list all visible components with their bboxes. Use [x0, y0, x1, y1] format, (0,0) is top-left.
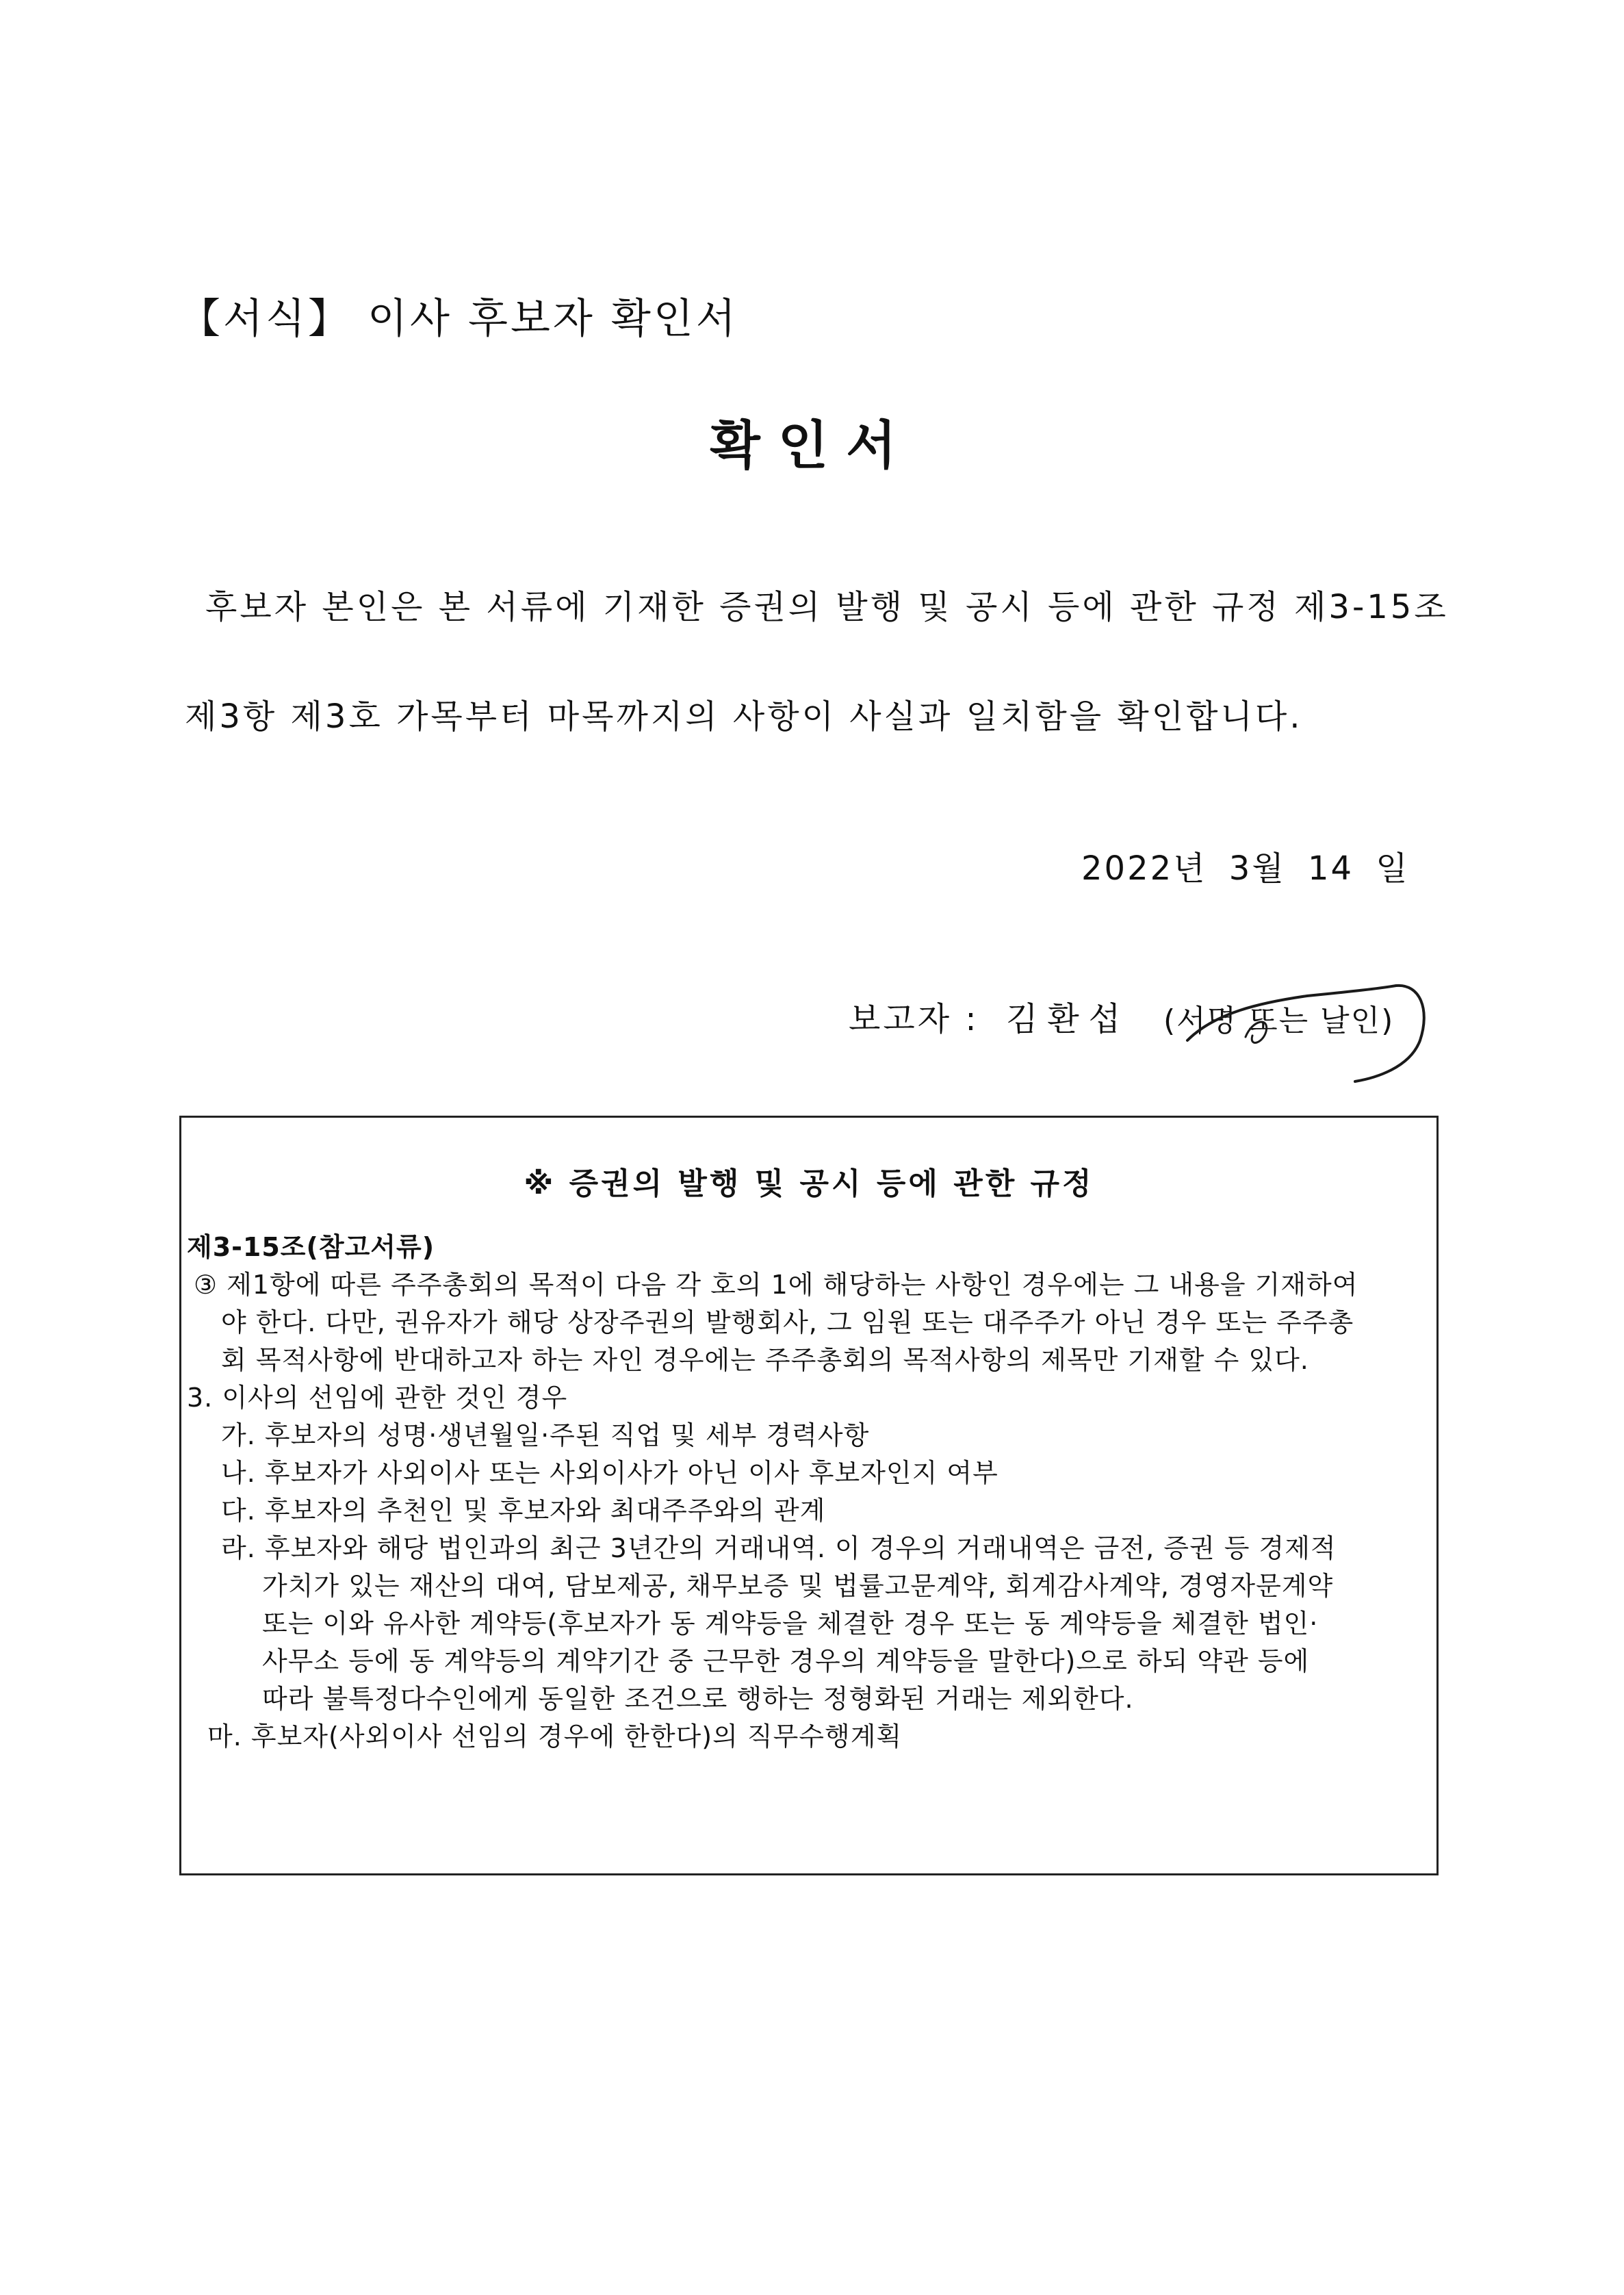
signature-stroke — [1187, 986, 1424, 1081]
regulation-article: 제3-15조(참고서류) — [187, 1232, 435, 1262]
regulation-line: 다. 후보자의 추천인 및 후보자와 최대주주와의 관계 — [221, 1496, 826, 1526]
regulation-box — [179, 1116, 1439, 1875]
document-title: 확인서 — [710, 415, 914, 476]
regulation-line: 라. 후보자와 해당 법인과의 최근 3년간의 거래내역. 이 경우의 거래내역은 금전, 증권 등 경제적 — [221, 1533, 1337, 1563]
regulation-line: 또는 이와 유사한 계약등(후보자가 동 계약등을 체결한 경우 또는 동 계약등을 체결한 법인· — [262, 1608, 1319, 1639]
handwritten-signature — [1150, 955, 1437, 1092]
reporter-name: 김환섭 — [1006, 1000, 1131, 1038]
document-date: 2022년 3월 14 일 — [1081, 849, 1410, 888]
form-label: 【서식】 이사 후보자 확인서 — [179, 295, 738, 343]
statement-line-2: 제3항 제3호 가목부터 마목까지의 사항이 사실과 일치함을 확인합니다. — [185, 697, 1303, 736]
regulation-line: 가치가 있는 재산의 대여, 담보제공, 채무보증 및 법률고문계약, 회계감사계약, 경영자문계약 — [262, 1571, 1334, 1601]
regulation-line: 가. 후보자의 성명·생년월일·주된 직업 및 세부 경력사항 — [221, 1420, 870, 1450]
signature-loop — [1246, 1022, 1267, 1042]
signature-note: (서명 또는 날인) — [1163, 1003, 1395, 1038]
regulation-line: 야 한다. 다만, 권유자가 해당 상장주권의 발행회사, 그 임원 또는 대주주가 아닌 경우 또는 주주총 — [221, 1307, 1354, 1337]
regulation-line: 마. 후보자(사외이사 선임의 경우에 한한다)의 직무수행계획 — [207, 1721, 903, 1752]
regulation-line: 3. 이사의 선임에 관한 것인 경우 — [187, 1383, 568, 1413]
regulation-title: ※ 증권의 발행 및 공시 등에 관한 규정 — [524, 1166, 1094, 1201]
statement-line-1: 후보자 본인은 본 서류에 기재한 증권의 발행 및 공시 등에 관한 규정 제3-15조 — [205, 588, 1449, 626]
regulation-line: 따라 불특정다수인에게 동일한 조건으로 행하는 정형화된 거래는 제외한다. — [262, 1684, 1134, 1714]
regulation-line: 나. 후보자가 사외이사 또는 사외이사가 아닌 이사 후보자인지 여부 — [221, 1458, 998, 1488]
regulation-line: ③ 제1항에 따른 주주총회의 목적이 다음 각 호의 1에 해당하는 사항인 경우에는 그 내용을 기재하여 — [194, 1270, 1358, 1300]
regulation-line: 회 목적사항에 반대하고자 하는 자인 경우에는 주주총회의 목적사항의 제목만 기재할 수 있다. — [221, 1345, 1309, 1375]
reporter-label: 보고자 : — [849, 1000, 979, 1038]
regulation-line: 사무소 등에 동 계약등의 계약기간 중 근무한 경우의 계약등을 말한다)으로 하되 약관 등에 — [262, 1646, 1310, 1676]
